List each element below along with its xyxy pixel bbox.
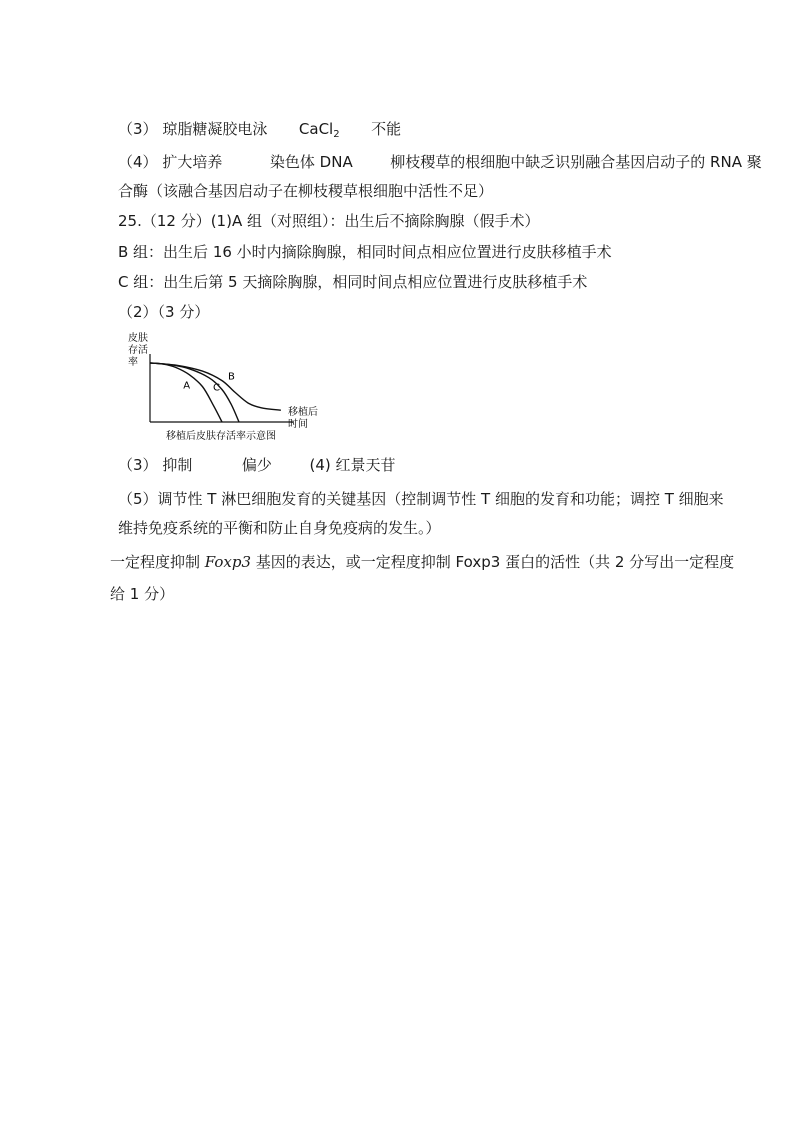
series-layer	[150, 363, 281, 422]
answer-3-line	[118, 119, 401, 145]
q25-header: 25.（12 分）(1)A 组（对照组）：出生后不摘除胸腺（假手术）	[118, 212, 540, 230]
y-label-line-3: 率	[128, 357, 138, 368]
part3-b: 偏少	[241, 456, 272, 474]
answer-4-b: 染色体 DNA	[269, 153, 353, 171]
series-label-c: C	[213, 382, 220, 394]
q25-part5-line-2: 维持免疫系统的平衡和防止自身免疫病的发生。）	[118, 519, 441, 537]
answer-4-c: 柳枝稷草的根细胞中缺乏识别融合基因启动子的 RNA 聚	[390, 153, 762, 171]
answer-3-a: 琼脂糖凝胶电泳	[162, 120, 268, 138]
answer-4-label: （4）	[118, 153, 158, 171]
skin-survival-chart	[118, 326, 358, 446]
answer-3-c: 不能	[371, 120, 402, 138]
series-label-a: A	[183, 380, 191, 392]
x-label-line-2: 时间	[288, 419, 308, 430]
answer-4-a: 扩大培养	[162, 153, 223, 171]
q25-b-group: B 组：出生后 16 小时内摘除胸腺，相同时间点相应位置进行皮肤移植手术	[118, 243, 612, 261]
final-pre: 一定程度抑制	[110, 553, 205, 571]
q25-part2: （2）（3 分）	[118, 303, 210, 321]
series-line-a	[150, 363, 222, 422]
y-label-line-2: 存活	[128, 345, 148, 356]
q25-c-group: C 组：出生后第 5 天摘除胸腺，相同时间点相应位置进行皮肤移植手术	[118, 273, 588, 291]
x-axis-label	[288, 405, 318, 430]
part3-label: （3）	[118, 456, 158, 474]
series-label-b: B	[228, 371, 235, 383]
answer-4-c2: 合酶（该融合基因启动子在柳枝稷草根细胞中活性不足）	[118, 182, 494, 200]
answer-3-label: （3）	[118, 120, 158, 138]
final-gene: Foxp3	[204, 553, 252, 571]
part3-a: 抑制	[162, 456, 193, 474]
y-label-line-1: 皮肤	[128, 333, 148, 344]
q25-part5-line: （5）调节性 T 淋巴细胞发育的关键基因（控制调节性 T 细胞的发育和功能；调控 T 细胞来	[118, 490, 724, 508]
final-answer-line-2: 给 1 分）	[110, 585, 175, 603]
answer-3-b: CaCl$_2$	[298, 120, 340, 140]
x-label-line-1: 移植后	[288, 407, 318, 418]
part4-a: 红景天苷	[335, 456, 396, 474]
q25-part3-line	[118, 455, 396, 475]
chart-caption: 移植后皮肤存活率示意图	[166, 431, 276, 442]
y-axis-label	[128, 331, 148, 368]
part4-label: (4)	[309, 456, 331, 474]
series-line-c	[150, 363, 239, 422]
final-answer-line	[110, 552, 734, 572]
final-post: 基因的表达，或一定程度抑制 Foxp3 蛋白的活性（共 2 分写出一定程度	[251, 553, 735, 571]
answer-4-line-2	[118, 181, 493, 201]
answer-4-line	[118, 152, 762, 172]
